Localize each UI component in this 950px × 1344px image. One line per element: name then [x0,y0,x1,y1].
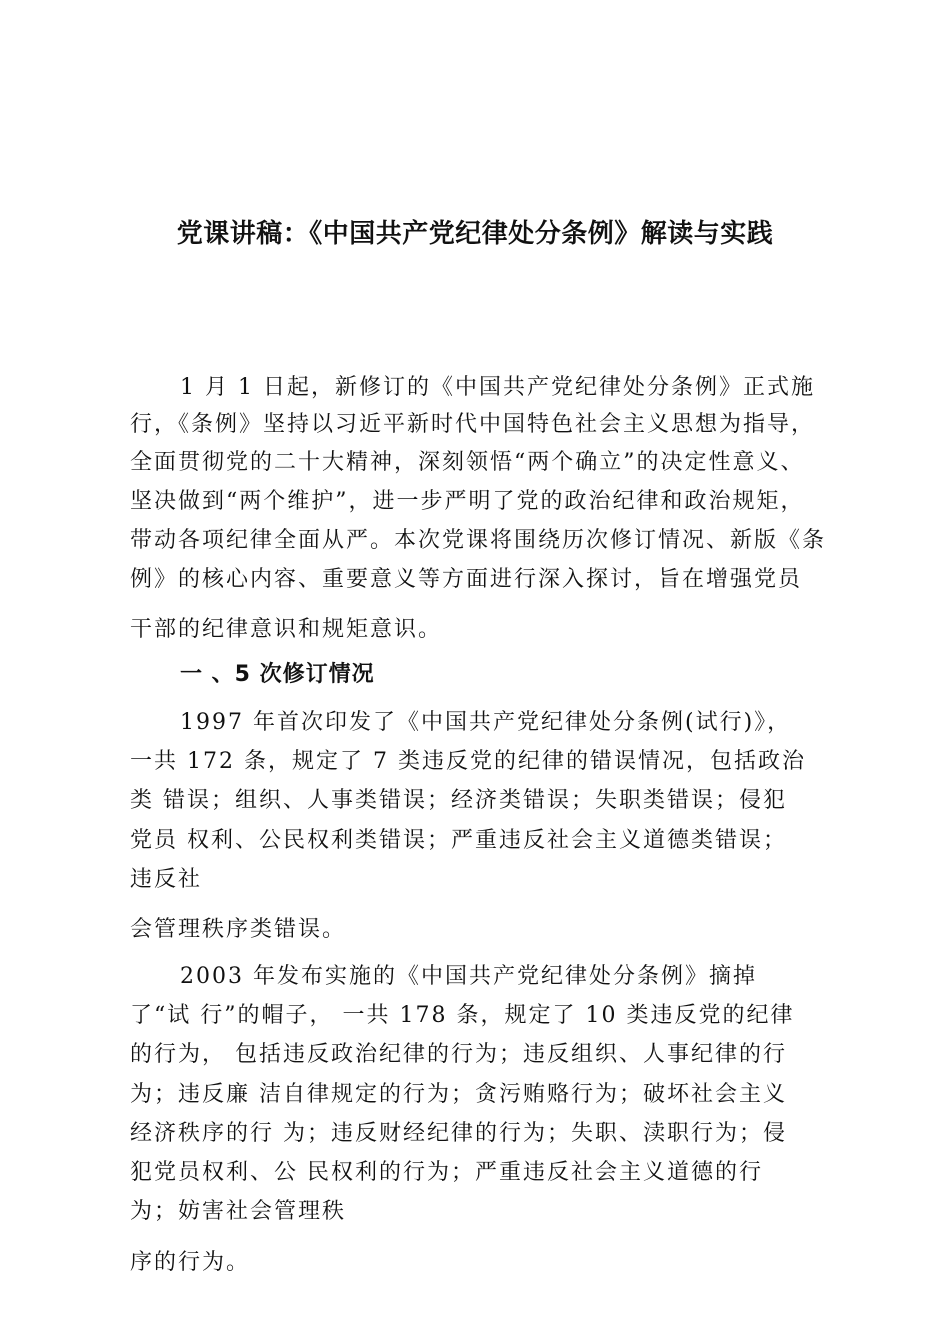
paragraph-line: 经济秩序的行 为；违反财经纪律的行为；失职、渎职行为；侵 [130,1121,787,1146]
section-heading: 一 、5 次修订情况 [180,662,375,687]
paragraph-line: 2003 年发布实施的《中国共产党纪律处分条例》摘掉 [180,964,757,989]
paragraph-line: 序的行为。 [130,1250,251,1275]
paragraph-line: 犯党员权利、公 民权利的行为；严重违反社会主义道德的行 [130,1160,763,1185]
paragraph-line: 了“试 行”的帽子， 一共 178 条，规定了 10 类违反党的纪律 [130,1003,795,1028]
paragraph-line: 坚决做到“两个维护”，进一步严明了党的政治纪律和政治规矩， [130,489,805,514]
paragraph-line: 1 月 1 日起，新修订的《中国共产党纪律处分条例》正式施 [180,375,815,400]
paragraph-line: 的行为， 包括违反政治纪律的行为；违反组织、人事纪律的行 [130,1042,787,1067]
paragraph-line: 类 错误；组织、人事类错误；经济类错误；失职类错误；侵犯 [130,788,787,813]
paragraph-line: 干部的纪律意识和规矩意识。 [130,617,443,642]
paragraph-line: 为；妨害社会管理秩 [130,1199,347,1224]
document-title: 党课讲稿：《中国共产党纪律处分条例》解读与实践 [176,219,774,249]
paragraph-line: 行，《条例》坚持以习近平新时代中国特色社会主义思想为指导， [130,412,816,437]
paragraph-line: 为；违反廉 洁自律规定的行为；贪污贿赂行为；破坏社会主义 [130,1082,787,1107]
paragraph-line: 党员 权利、公民权利类错误；严重违反社会主义道德类错误； [130,828,787,853]
paragraph-line: 违反社 [130,867,203,892]
paragraph-line: 例》的核心内容、重要意义等方面进行深入探讨，旨在增强党员 [130,567,803,592]
paragraph-line: 1997 年首次印发了《中国共产党纪律处分条例(试行)》， [180,710,792,735]
paragraph-line: 带动各项纪律全面从严。本次党课将围绕历次修订情况、新版《条 [130,528,827,553]
paragraph-line: 会管理秩序类错误。 [130,917,347,942]
paragraph-line: 全面贯彻党的二十大精神，深刻领悟“两个确立”的决定性意义、 [130,450,805,475]
paragraph-line: 一共 172 条，规定了 7 类违反党的纪律的错误情况，包括政治 [130,749,806,774]
